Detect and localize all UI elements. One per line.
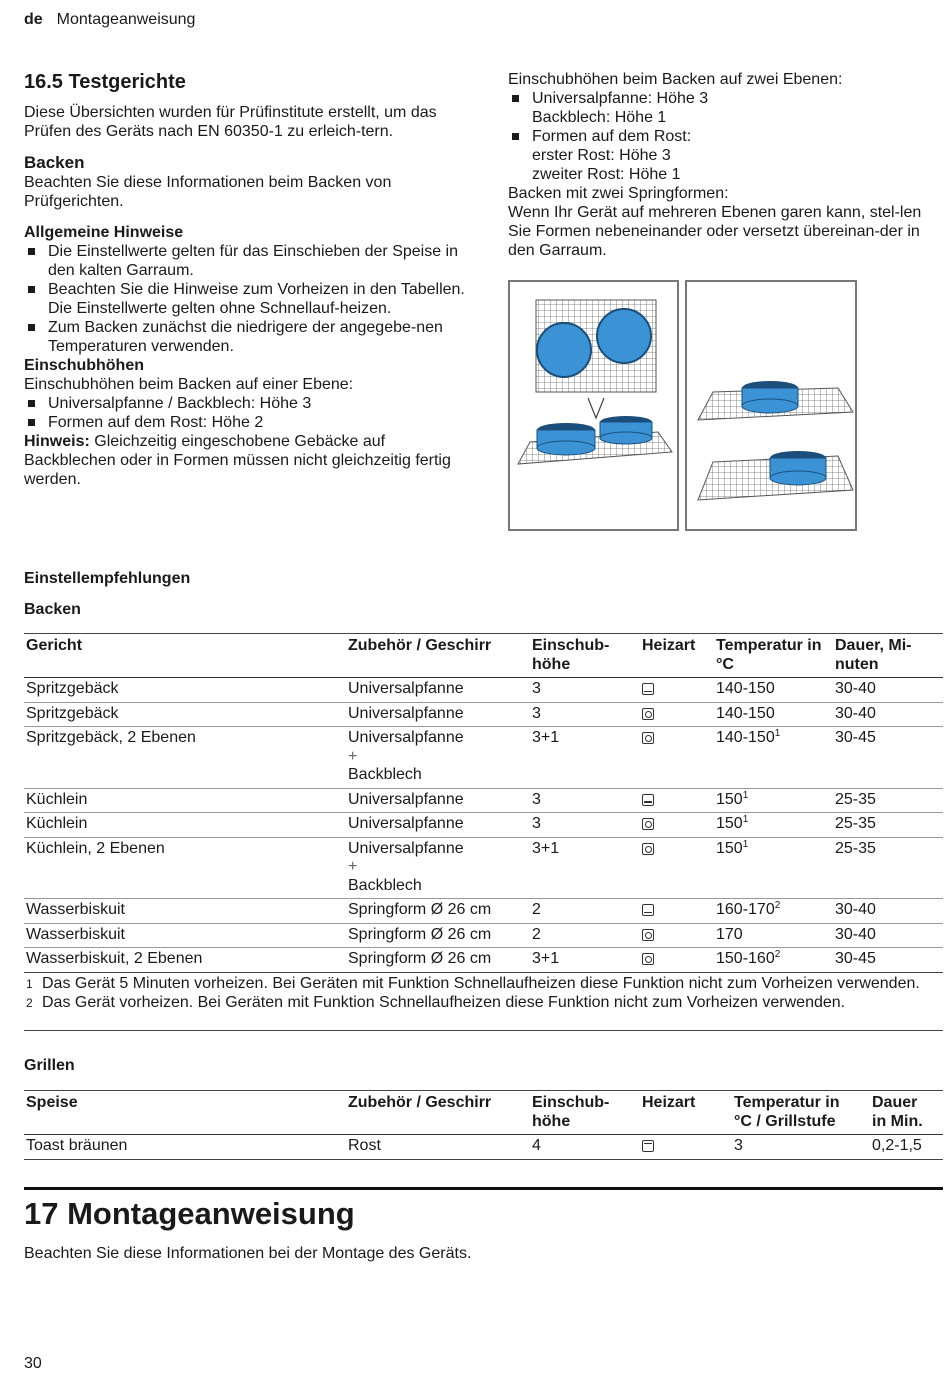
cell-dauer: 25-35: [833, 837, 943, 899]
cell-heizart: [640, 788, 714, 813]
backen-table-heading: Backen: [24, 601, 81, 618]
cell-zubehoer: [346, 948, 530, 973]
empf-heading: Einstellempfehlungen: [24, 570, 191, 587]
footnote-ref: 1: [774, 728, 781, 739]
cell-einschub: 2: [530, 923, 640, 948]
cell-temp-text: 150: [716, 815, 743, 832]
col-header: [530, 1091, 640, 1135]
cell-einschub: 3: [530, 813, 640, 838]
cell-dauer: 30-40: [833, 899, 943, 924]
cell-heizart: [640, 1135, 732, 1160]
cell-zubehoer-text: Backblech: [348, 766, 422, 783]
table-row: [24, 702, 943, 727]
table-header-row: [24, 634, 943, 678]
hinweis-text: Gleichzeitig eingeschobene Gebäcke auf Backblechen oder in Formen müssen nicht gleichzeitig fertig werden.: [24, 433, 451, 488]
cell-zubehoer-text: Universalpfanne: [348, 815, 464, 832]
col-header-text: Dauer, Mi-nuten: [835, 637, 912, 673]
cell-zubehoer-text: Backblech: [348, 876, 422, 894]
topbot-icon: [642, 904, 654, 916]
cell-zubehoer: [346, 727, 530, 789]
cell-temp-text: 140-150: [716, 729, 775, 746]
cell-temp-text: 140-150: [716, 704, 775, 722]
cell-heizart: [640, 899, 714, 924]
cell-einschub: 3: [530, 678, 640, 703]
fan-icon: [642, 843, 654, 855]
einschub-one-list: [24, 394, 474, 432]
backen-heading: Backen: [24, 153, 85, 172]
col-header-text: Temperatur in °C: [716, 637, 822, 673]
cell-einschub: 3+1: [530, 948, 640, 973]
cell-gericht: Küchlein: [24, 813, 346, 838]
table-row: [24, 727, 943, 789]
cell-temp-text: 170: [716, 925, 743, 943]
list-item-line: Backblech: Höhe 1: [532, 109, 667, 126]
cell-einschub: 4: [530, 1135, 640, 1160]
cell-zubehoer-text: Universalpfanne: [348, 704, 464, 722]
col-header: [870, 1091, 943, 1135]
footnote-ref: 2: [774, 900, 781, 911]
allg-list: [24, 242, 474, 356]
cell-temp: [714, 678, 833, 703]
cell-einschub: 3+1: [530, 837, 640, 899]
cell-temp: [714, 813, 833, 838]
fan-icon: [642, 818, 654, 830]
backen-table-body: [24, 678, 943, 973]
table-row: [24, 923, 943, 948]
einschub-heading: Einschubhöhen: [24, 357, 144, 374]
col-header-text: Dauer in Min.: [872, 1094, 923, 1130]
cell-gericht: Wasserbiskuit, 2 Ebenen: [24, 948, 346, 973]
backen-table: [24, 633, 943, 973]
chapter-text: Beachten Sie diese Informationen bei der Montage des Geräts.: [24, 1245, 472, 1262]
cell-dauer: 30-40: [833, 678, 943, 703]
footnote-ref: 2: [774, 949, 781, 960]
page-number: 30: [24, 1355, 42, 1372]
chapter-rule: [24, 1187, 943, 1190]
cell-heizart: [640, 727, 714, 789]
cell-zubehoer-text: Springform Ø 26 cm: [348, 950, 492, 967]
cell-dauer: 25-35: [833, 788, 943, 813]
cell-zubehoer: [346, 899, 530, 924]
cell-einschub: 3: [530, 702, 640, 727]
cell-dauer: 25-35: [833, 813, 943, 838]
cell-gericht: Küchlein: [24, 788, 346, 813]
table-row: [24, 899, 943, 924]
cell-gericht: Wasserbiskuit: [24, 899, 346, 924]
topbot-icon: [642, 794, 654, 806]
col-header: Zubehör / Geschirr: [346, 634, 530, 678]
footnote-number: 2: [26, 995, 33, 1010]
cell-gericht: Spritzgebäck, 2 Ebenen: [24, 727, 346, 789]
cell-gericht: Küchlein, 2 Ebenen: [24, 837, 346, 899]
footnote: [24, 994, 924, 1013]
allg-heading: Allgemeine Hinweise: [24, 224, 184, 241]
list-item: [508, 89, 943, 127]
table-row: [24, 1135, 943, 1160]
cell-dauer: 30-40: [833, 702, 943, 727]
right-column: [508, 70, 943, 260]
grill-table: [24, 1090, 943, 1160]
hinweis-label: Hinweis:: [24, 433, 90, 450]
chapter-title: 17 Montageanweisung: [24, 1196, 355, 1231]
cell-gericht: Wasserbiskuit: [24, 923, 346, 948]
cell-zubehoer-text: Universalpfanne: [348, 790, 464, 808]
cell-temp: 3: [732, 1135, 870, 1160]
header-title: Montageanweisung: [56, 11, 196, 28]
footnotes: [24, 975, 924, 1012]
cell-temp: [714, 923, 833, 948]
springform-illustration: [508, 280, 858, 532]
backen-text: Beachten Sie diese Informationen beim Backen von Prüfgerichten.: [24, 174, 392, 210]
col-header: Heizart: [640, 1091, 732, 1135]
footnote-text: Das Gerät 5 Minuten vorheizen. Bei Geräten mit Funktion Schnellaufheizen diese Funktion nicht zum Vorheizen verwenden.: [42, 975, 920, 992]
einschub-two-list: [508, 89, 943, 184]
springform-text: Wenn Ihr Gerät auf mehreren Ebenen garen kann, stel-len Sie Formen nebeneinander oder versetzt übereinan-der in den Garraum.: [508, 204, 922, 259]
footnote-ref: 1: [742, 838, 749, 850]
cell-einschub: 3+1: [530, 727, 640, 789]
grillen-heading: Grillen: [24, 1057, 75, 1074]
list-item: Universalpfanne / Backblech: Höhe 3: [24, 394, 474, 413]
footnote-ref: 1: [742, 789, 749, 801]
footnote: [24, 975, 924, 994]
section-title: 16.5 Testgerichte: [24, 71, 186, 93]
cell-zubehoer-text: Springform Ø 26 cm: [348, 901, 492, 918]
cell-temp-text: 140-150: [716, 680, 775, 697]
section-intro: Diese Übersichten wurden für Prüfinstitute erstellt, um das Prüfen des Geräts nach EN 60350-1 zu erleich-tern.: [24, 104, 437, 140]
cell-heizart: [640, 923, 714, 948]
cell-temp: [714, 899, 833, 924]
col-header-text: Einschub-höhe: [532, 1094, 610, 1130]
cell-zubehoer: [346, 788, 530, 813]
cell-gericht: Spritzgebäck: [24, 678, 346, 703]
cell-einschub: 3: [530, 788, 640, 813]
footnote-ref: 1: [742, 814, 749, 825]
cell-temp: [714, 727, 833, 789]
cell-einschub: 2: [530, 899, 640, 924]
cell-zubehoer: [346, 813, 530, 838]
list-item: [508, 127, 943, 184]
col-header-text: Temperatur in °C / Grillstufe: [734, 1094, 840, 1130]
col-header: Heizart: [640, 634, 714, 678]
cell-dauer: 30-40: [833, 923, 943, 948]
topbot-icon: [642, 683, 654, 695]
list-item-line: Formen auf dem Rost:: [532, 128, 692, 145]
cell-temp-text: 160-170: [716, 901, 775, 918]
list-item: Zum Backen zunächst die niedrigere der angegebe-nen Temperaturen verwenden.: [24, 318, 474, 356]
list-item-line: Universalpfanne: Höhe 3: [532, 90, 709, 107]
list-item-line: zweiter Rost: Höhe 1: [532, 166, 681, 183]
cell-temp: [714, 788, 833, 813]
cell-heizart: [640, 948, 714, 973]
table-row: [24, 788, 943, 813]
left-column: [24, 70, 474, 489]
cell-heizart: [640, 813, 714, 838]
list-item: Beachten Sie die Hinweise zum Vorheizen in den Tabellen. Die Einstellwerte gelten ohne Schnellauf-heizen.: [24, 280, 474, 318]
cell-dauer: 0,2-1,5: [870, 1135, 943, 1160]
fan-icon: [642, 953, 654, 965]
cell-temp: [714, 948, 833, 973]
cell-dauer: 30-45: [833, 948, 943, 973]
springform-title: Backen mit zwei Springformen:: [508, 185, 729, 202]
hinweis: [24, 432, 474, 489]
cell-gericht: Spritzgebäck: [24, 702, 346, 727]
col-header: Gericht: [24, 634, 346, 678]
table-row: [24, 837, 943, 899]
cell-heizart: [640, 702, 714, 727]
cell-zubehoer-text: Universalpfanne: [348, 729, 464, 746]
cell-temp-text: 150: [716, 790, 743, 808]
plus-sign: +: [348, 858, 358, 875]
cell-zubehoer: Rost: [346, 1135, 530, 1160]
col-header: [530, 634, 640, 678]
fan-icon: [642, 732, 654, 744]
grill-table-body: [24, 1135, 943, 1160]
cell-heizart: [640, 678, 714, 703]
cell-zubehoer-text: Springform Ø 26 cm: [348, 925, 492, 943]
footnote-text: Das Gerät vorheizen. Bei Geräten mit Funktion Schnellaufheizen diese Funktion nicht zum Vorheizen verwenden.: [42, 993, 846, 1011]
springform-top-icon: [597, 309, 651, 363]
cell-temp-text: 150: [716, 839, 743, 857]
table-row: [24, 678, 943, 703]
col-header: Speise: [24, 1091, 346, 1135]
cell-zubehoer: [346, 923, 530, 948]
plus-sign: +: [348, 747, 358, 765]
cell-zubehoer: [346, 702, 530, 727]
table-row: [24, 948, 943, 973]
list-item: Formen auf dem Rost: Höhe 2: [24, 413, 474, 432]
col-header: Zubehör / Geschirr: [346, 1091, 530, 1135]
cell-dauer: 30-45: [833, 727, 943, 789]
list-item-line: erster Rost: Höhe 3: [532, 147, 671, 164]
table-header-row: [24, 1091, 943, 1135]
footnote-number: 1: [26, 977, 33, 991]
cell-speise: Toast bräunen: [24, 1135, 346, 1160]
cell-zubehoer: [346, 837, 530, 899]
page-header: [24, 11, 195, 29]
col-header: [714, 634, 833, 678]
cell-zubehoer-text: Universalpfanne: [348, 680, 464, 697]
col-header: [732, 1091, 870, 1135]
cell-temp-text: 150-160: [716, 950, 775, 967]
einschub-two-intro: Einschubhöhen beim Backen auf zwei Ebenen:: [508, 71, 843, 88]
cell-zubehoer-text: Universalpfanne: [348, 839, 464, 857]
cell-heizart: [640, 837, 714, 899]
table-row: [24, 813, 943, 838]
cell-zubehoer: [346, 678, 530, 703]
footnote-rule: [24, 1030, 943, 1031]
fan-icon: [642, 708, 654, 720]
fan-icon: [642, 929, 654, 941]
einschub-one-intro: Einschubhöhen beim Backen auf einer Ebene:: [24, 376, 354, 393]
list-item: Die Einstellwerte gelten für das Einschieben der Speise in den kalten Garraum.: [24, 242, 474, 280]
grill-icon: [642, 1140, 654, 1152]
cell-temp: [714, 702, 833, 727]
springform-top-icon: [537, 323, 591, 377]
col-header-text: Einschub-höhe: [532, 637, 610, 673]
col-header: [833, 634, 943, 678]
header-lang: de: [24, 11, 43, 28]
cell-temp: [714, 837, 833, 899]
